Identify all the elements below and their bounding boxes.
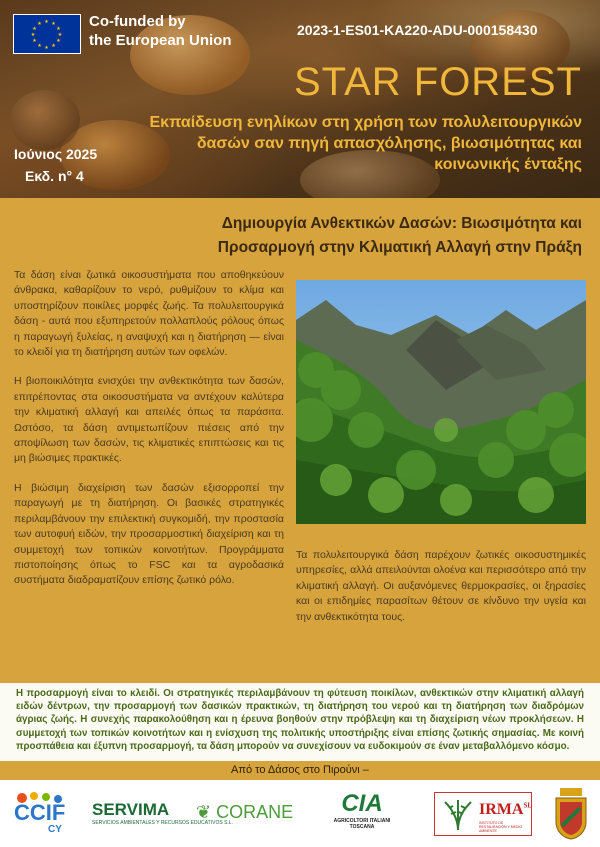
pinecone-decoration	[10, 90, 80, 150]
header-banner	[0, 0, 600, 198]
irma-tagline: INSTITUTO DE RESTAURACIÓN Y MEDIO AMBIENTE	[479, 821, 523, 833]
svg-text:★: ★	[51, 21, 56, 27]
newsletter-subtitle: Εκπαίδευση ενηλίκων στη χρήση των πολυλειτουργικών δασών σαν πηγή απασχόλησης, βιωσιμότητας και κοινωνικής ένταξης	[149, 114, 582, 173]
highlight-text: Η προσαρμογή είναι το κλειδί. Οι στρατηγικές περιλαμβάνουν τη φύτευση ποικίλων, ανθεκτικών στην κλιματική αλλαγή ειδών δέντρων, την προσαρμογή των δασικών πρακτικών, τη διατήρηση του νερού και τη διατήρηση των διαδρόμων άγριας ζωής. Η συνεχής παρακολούθηση και η έρευνα βοηθούν στην πρόβλεψη και τη διαχείριση νέων προκλήσεων. Η συμμετοχή των τοπικών κοινοτήτων και η ενίσχυση της πολιτικής υποστήριξης είναι επίσης ζωτικής σημασίας. Με κοινή προσπάθεια και έξυπνη προσαρμογή, τα δάση μπορούν να συνεχίσουν να ευδοκιμούν σε έναν μεταβαλλόμενο κόσμο.	[16, 688, 584, 752]
irma-leaf-icon	[441, 798, 475, 832]
irma-name: IRMA	[479, 801, 524, 818]
irma-logo-text	[479, 801, 532, 819]
svg-text:★: ★	[32, 38, 37, 44]
corane-logo	[196, 802, 293, 823]
corane-leaf-icon: ❦	[196, 802, 212, 822]
corane-logo-text: CORANE	[216, 802, 294, 822]
cia-logo	[332, 790, 392, 830]
servima-tagline: SERVICIOS AMBIENTALES Y RECURSOS EDUCATIVOS S.L.	[92, 820, 233, 826]
irma-logo	[434, 792, 532, 836]
footer-tagline: Από το Δάσος στο Πιρούνι –	[231, 764, 369, 776]
forest-valley-photo	[296, 280, 586, 524]
irma-suffix: SL	[523, 801, 532, 810]
eu-funding-label	[89, 12, 232, 50]
article-paragraph: Η βιώσιμη διαχείριση των δασών εξισορροπεί την παραγωγή με τη διατήρηση. Οι βασικές στρατηγικές περιλαμβάνουν την επιλεκτική συγκομιδή, την προστασία των αυτοφυή ειδών, την προσαρμοστική διαχείριση και τη συμμετοχή των τοπικών κοινοτήτων. Προγράμματα πιστοποίησης όπως το FSC και τα αγροδασικά συστήματα διαδραματίζουν επίσης ζωτικό ρόλο.	[14, 481, 284, 587]
photo-caption: Τα πολυλειτουργικά δάση παρέχουν ζωτικές οικοσυστημικές υπηρεσίες, αλλά απειλούνται ολοένα και περισσότερο από την κλιματική αλλαγή. Οι αυξανόμενες θερμοκρασίες, οι ξηρασίες και οι επιδημίες παρασίτων θέτουν σε κίνδυνο την υγεία και την ανθεκτικότητα τους.	[296, 549, 586, 623]
ccif-logo	[8, 790, 80, 838]
partner-logos	[0, 780, 600, 847]
svg-text:★: ★	[51, 43, 56, 49]
ccif-logo-text: CCIF	[14, 800, 66, 825]
cia-line-2: TOSCANA	[349, 824, 375, 830]
svg-text:★: ★	[30, 32, 36, 38]
servima-logo-text: SERVIMA	[92, 800, 170, 819]
eu-funding-line-2: the European Union	[89, 32, 232, 49]
svg-text:★: ★	[56, 38, 61, 44]
article-paragraph: Τα δάση είναι ζωτικά οικοσυστήματα που αποθηκεύουν άνθρακα, καθαρίζουν το νερό, ρυθμίζουν το κλίμα και υποστηρίζουν ποικίλες μορφές ζωής. Τα πολυλειτουργικά δάση - αυτά που εξυπηρετούν πολλαπλούς ρόλους όπως η παραγωγή ξυλείας, η αναψυχή και η διατήρηση — είναι το κλειδί για τη διατήρηση αυτών των οφελών.	[14, 269, 284, 359]
article-paragraph: Η βιοποικιλότητα ενισχύει την ανθεκτικότητα των δασών, επιτρέποντας στα οικοσυστήματα να αντέχουν καλύτερα την κλιματική αλλαγή και απειλές όπως τα παράσιτα. Ωστόσο, τα δάση αντιμετωπίζουν πιέσεις από την αποψίλωση των δασών, τις κλιματικές επιπτώσεις και τις μη βιώσιμες πρακτικές.	[14, 375, 284, 465]
eu-funding-line-1: Co-funded by	[89, 13, 186, 30]
highlight-box	[0, 683, 600, 761]
issue-number: Εκδ. n° 4	[25, 168, 84, 184]
ccif-country: CY	[48, 824, 62, 835]
svg-text:★: ★	[56, 26, 61, 32]
project-code: 2023-1-ES01-KA220-ADU-000158430	[297, 22, 538, 38]
svg-text:★: ★	[57, 32, 63, 38]
svg-text:★: ★	[37, 21, 42, 27]
cia-logo-text: CIA	[341, 790, 383, 817]
eu-flag-icon	[13, 14, 81, 54]
issue-date: Ιούνιος 2025	[14, 146, 98, 162]
svg-text:★: ★	[32, 26, 37, 32]
cia-line-1: AGRICOLTORI ITALIANI	[333, 818, 391, 824]
brand-title: STAR FOREST	[293, 60, 582, 104]
municipal-crest-logo	[552, 786, 590, 840]
svg-text:★: ★	[44, 45, 49, 51]
article-body	[14, 268, 284, 603]
article-title: Δημιουργία Ανθεκτικών Δασών: Βιωσιμότητα και Προσαρμογή στην Κλιματική Αλλαγή στην Πράξη	[217, 215, 582, 256]
svg-text:★: ★	[44, 19, 49, 25]
svg-text:★: ★	[37, 43, 42, 49]
